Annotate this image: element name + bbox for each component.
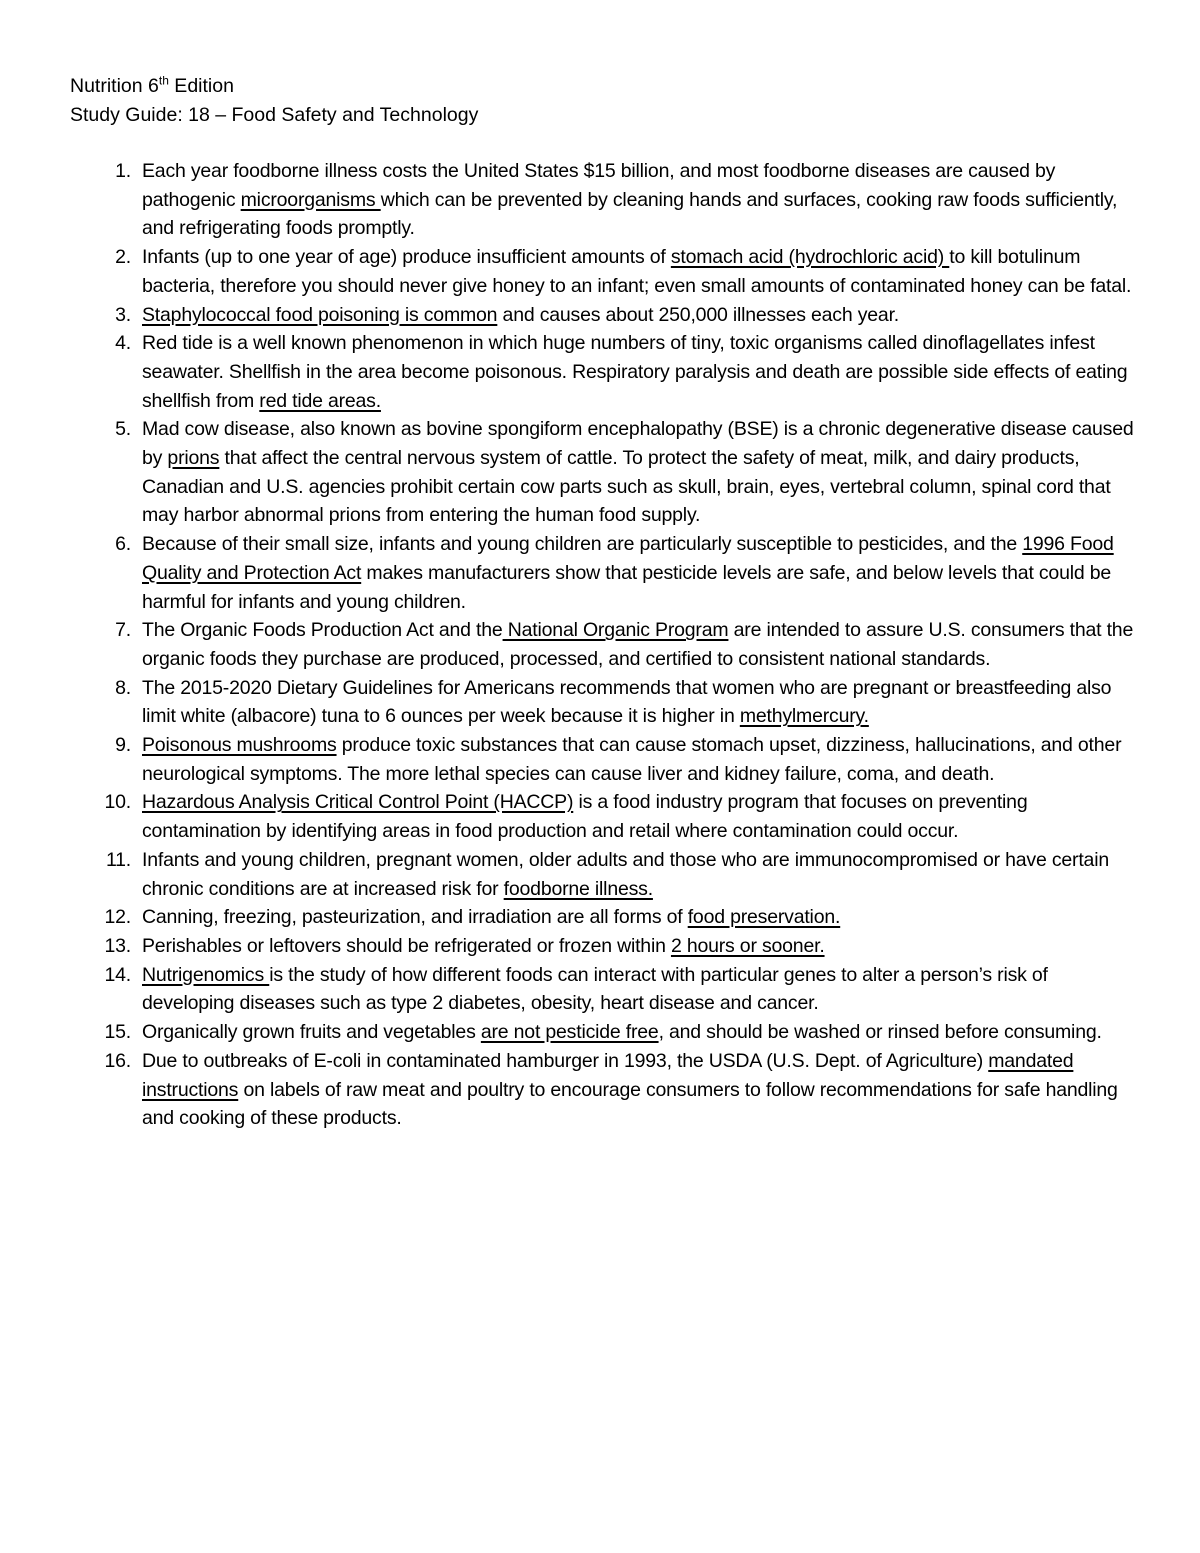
item-text <box>142 1021 1102 1043</box>
item-text-before: The 2015-2020 Dietary Guidelines for Americans recommends that women who are pregnant or breastfeeding also limit white (albacore) tuna to 6 ounces per week because it is higher in <box>142 676 1112 728</box>
list-item <box>70 329 1140 415</box>
title-prefix: Nutrition 6 <box>70 75 159 97</box>
item-text-before: Due to outbreaks of E-coli in contaminated hamburger in 1993, the USDA (U.S. Dept. of Agriculture) <box>142 1049 989 1072</box>
item-answer: Poisonous mushrooms <box>142 734 337 757</box>
item-number: 5. <box>115 418 131 441</box>
list-item <box>70 1018 1140 1047</box>
item-text-after: are intended to assure U.S. consumers that the organic foods they purchase are produced, processed, and certified to consistent national standards. <box>142 619 1134 670</box>
list-item <box>70 674 1140 731</box>
item-number: 9. <box>115 734 131 757</box>
list-item <box>70 301 1140 330</box>
item-answer: Nutrigenomics <box>142 963 270 986</box>
item-answer: Staphylococcal food poisoning is common <box>142 303 498 326</box>
item-text-before: Perishables or leftovers should be refrigerated or frozen within <box>142 934 671 957</box>
document-subtitle: Study Guide: 18 – Food Safety and Technology <box>70 104 479 126</box>
document-page <box>70 72 1140 1133</box>
item-text-after: produce toxic substances that can cause stomach upset, dizziness, hallucinations, and other neurological symptoms. The more lethal species can cause liver and kidney failure, coma, and death. <box>142 734 1122 785</box>
item-text <box>142 533 1114 612</box>
item-text <box>142 619 1133 670</box>
item-text <box>142 332 1127 411</box>
item-answer: are not pesticide free <box>480 1021 659 1044</box>
item-text-before: Organically grown fruits and vegetables <box>142 1021 481 1044</box>
item-text-after: and causes about 250,000 illnesses each year. <box>497 303 899 326</box>
item-text-after: is the study of how different foods can interact with particular genes to alter a person’s risk of developing diseases such as type 2 diabetes, obesity, heart disease and cancer. <box>142 963 1048 1015</box>
item-answer: stomach acid (hydrochloric acid) <box>670 246 950 269</box>
item-number: 1. <box>115 160 131 182</box>
item-number: 11. <box>105 848 131 871</box>
list-item <box>70 731 1140 788</box>
item-text-after: makes manufacturers show that pesticide levels are safe, and below levels that could be harmful for infants and young children. <box>142 561 1112 613</box>
item-text-after: to kill botulinum bacteria, therefore you should never give honey to an infant; even small amounts of contaminated honey can be fatal. <box>142 246 1132 297</box>
item-text-after: , and should be washed or rinsed before consuming. <box>658 1021 1102 1044</box>
list-item <box>70 243 1140 300</box>
item-number: 15. <box>104 1021 131 1044</box>
list-item <box>70 961 1140 1018</box>
item-text <box>142 304 899 326</box>
item-number: 3. <box>115 303 131 326</box>
list-item <box>70 932 1140 961</box>
item-number: 10. <box>104 791 131 814</box>
item-number: 14. <box>104 963 131 986</box>
item-number: 7. <box>115 619 131 642</box>
item-text <box>142 849 1109 900</box>
list-item <box>70 530 1140 616</box>
item-text <box>142 1050 1118 1129</box>
item-text-before: Infants (up to one year of age) produce insufficient amounts of <box>142 246 671 269</box>
list-item <box>70 415 1140 530</box>
title-superscript: th <box>158 73 169 88</box>
list-item <box>70 1047 1140 1133</box>
item-text <box>142 677 1111 728</box>
item-number: 2. <box>115 246 131 269</box>
item-answer: National Organic Program <box>502 619 729 642</box>
item-answer: mandated instructions <box>142 1049 1074 1101</box>
item-text <box>142 935 825 957</box>
item-answer: Hazardous Analysis Critical Control Point (HACCP) <box>142 791 574 814</box>
list-item <box>70 616 1140 673</box>
item-text-after: that affect the central nervous system of cattle. To protect the safety of meat, milk, and dairy products, Canadian and U.S. agencies prohibit certain cow parts such as skull, brain, eyes, vertebral column, spinal cord that may harbor abnormal prions from entering the human food supply. <box>142 447 1111 527</box>
item-text <box>142 160 1117 239</box>
item-text <box>142 791 1027 842</box>
item-number: 8. <box>115 676 131 699</box>
list-item <box>70 846 1140 903</box>
item-answer: food preservation. <box>687 906 841 929</box>
item-text <box>142 246 1131 297</box>
study-question-list <box>70 157 1140 1133</box>
item-answer: red tide areas. <box>259 389 381 412</box>
item-number: 12. <box>104 906 131 929</box>
item-answer: methylmercury. <box>739 705 869 728</box>
item-text <box>142 418 1134 526</box>
item-text <box>142 734 1121 785</box>
item-answer: foodborne illness. <box>503 877 653 900</box>
item-text-before: Infants and young children, pregnant women, older adults and those who are immunocompromised or have certain chronic conditions are at increased risk for <box>142 848 1109 900</box>
title-suffix: Edition <box>168 75 234 97</box>
item-number: 16. <box>104 1049 131 1072</box>
item-number: 6. <box>115 533 131 556</box>
list-item <box>70 157 1140 243</box>
item-text-before: Canning, freezing, pasteurization, and irradiation are all forms of <box>142 906 688 929</box>
item-answer: 2 hours or sooner. <box>670 934 825 957</box>
list-item <box>70 788 1140 845</box>
item-text-before: Because of their small size, infants and young children are particularly susceptible to pesticides, and the <box>142 533 1023 556</box>
item-text-after: which can be prevented by cleaning hands and surfaces, cooking raw foods sufficiently, and refrigerating foods promptly. <box>142 188 1118 240</box>
item-text-after: on labels of raw meat and poultry to encourage consumers to follow recommendations for safe handling and cooking of these products. <box>142 1078 1118 1130</box>
item-number: 4. <box>115 332 131 355</box>
list-item <box>70 903 1140 932</box>
item-text <box>142 964 1048 1015</box>
item-text-before: Each year foodborne illness costs the United States $15 billion, and most foodborne diseases are caused by pathogenic <box>142 160 1056 211</box>
item-text <box>142 906 840 928</box>
item-text-after: is a food industry program that focuses on preventing contamination by identifying areas in food production and retail where contamination could occur. <box>142 791 1028 843</box>
item-text-before: The Organic Foods Production Act and the <box>142 619 503 642</box>
item-text-before: Mad cow disease, also known as bovine spongiform encephalopathy (BSE) is a chronic degenerative disease caused by <box>142 418 1134 470</box>
item-answer: 1996 Food Quality and Protection Act <box>142 533 1114 584</box>
item-number: 13. <box>104 934 131 957</box>
item-answer: microorganisms <box>240 188 381 211</box>
item-answer: prions <box>167 447 220 470</box>
document-title <box>70 72 1140 101</box>
item-text-before: Red tide is a well known phenomenon in which huge numbers of tiny, toxic organisms called dinoflagellates infest seawater. Shellfish in the area become poisonous. Respiratory paralysis and death are possible side effects of eating shellfish from <box>142 332 1128 412</box>
